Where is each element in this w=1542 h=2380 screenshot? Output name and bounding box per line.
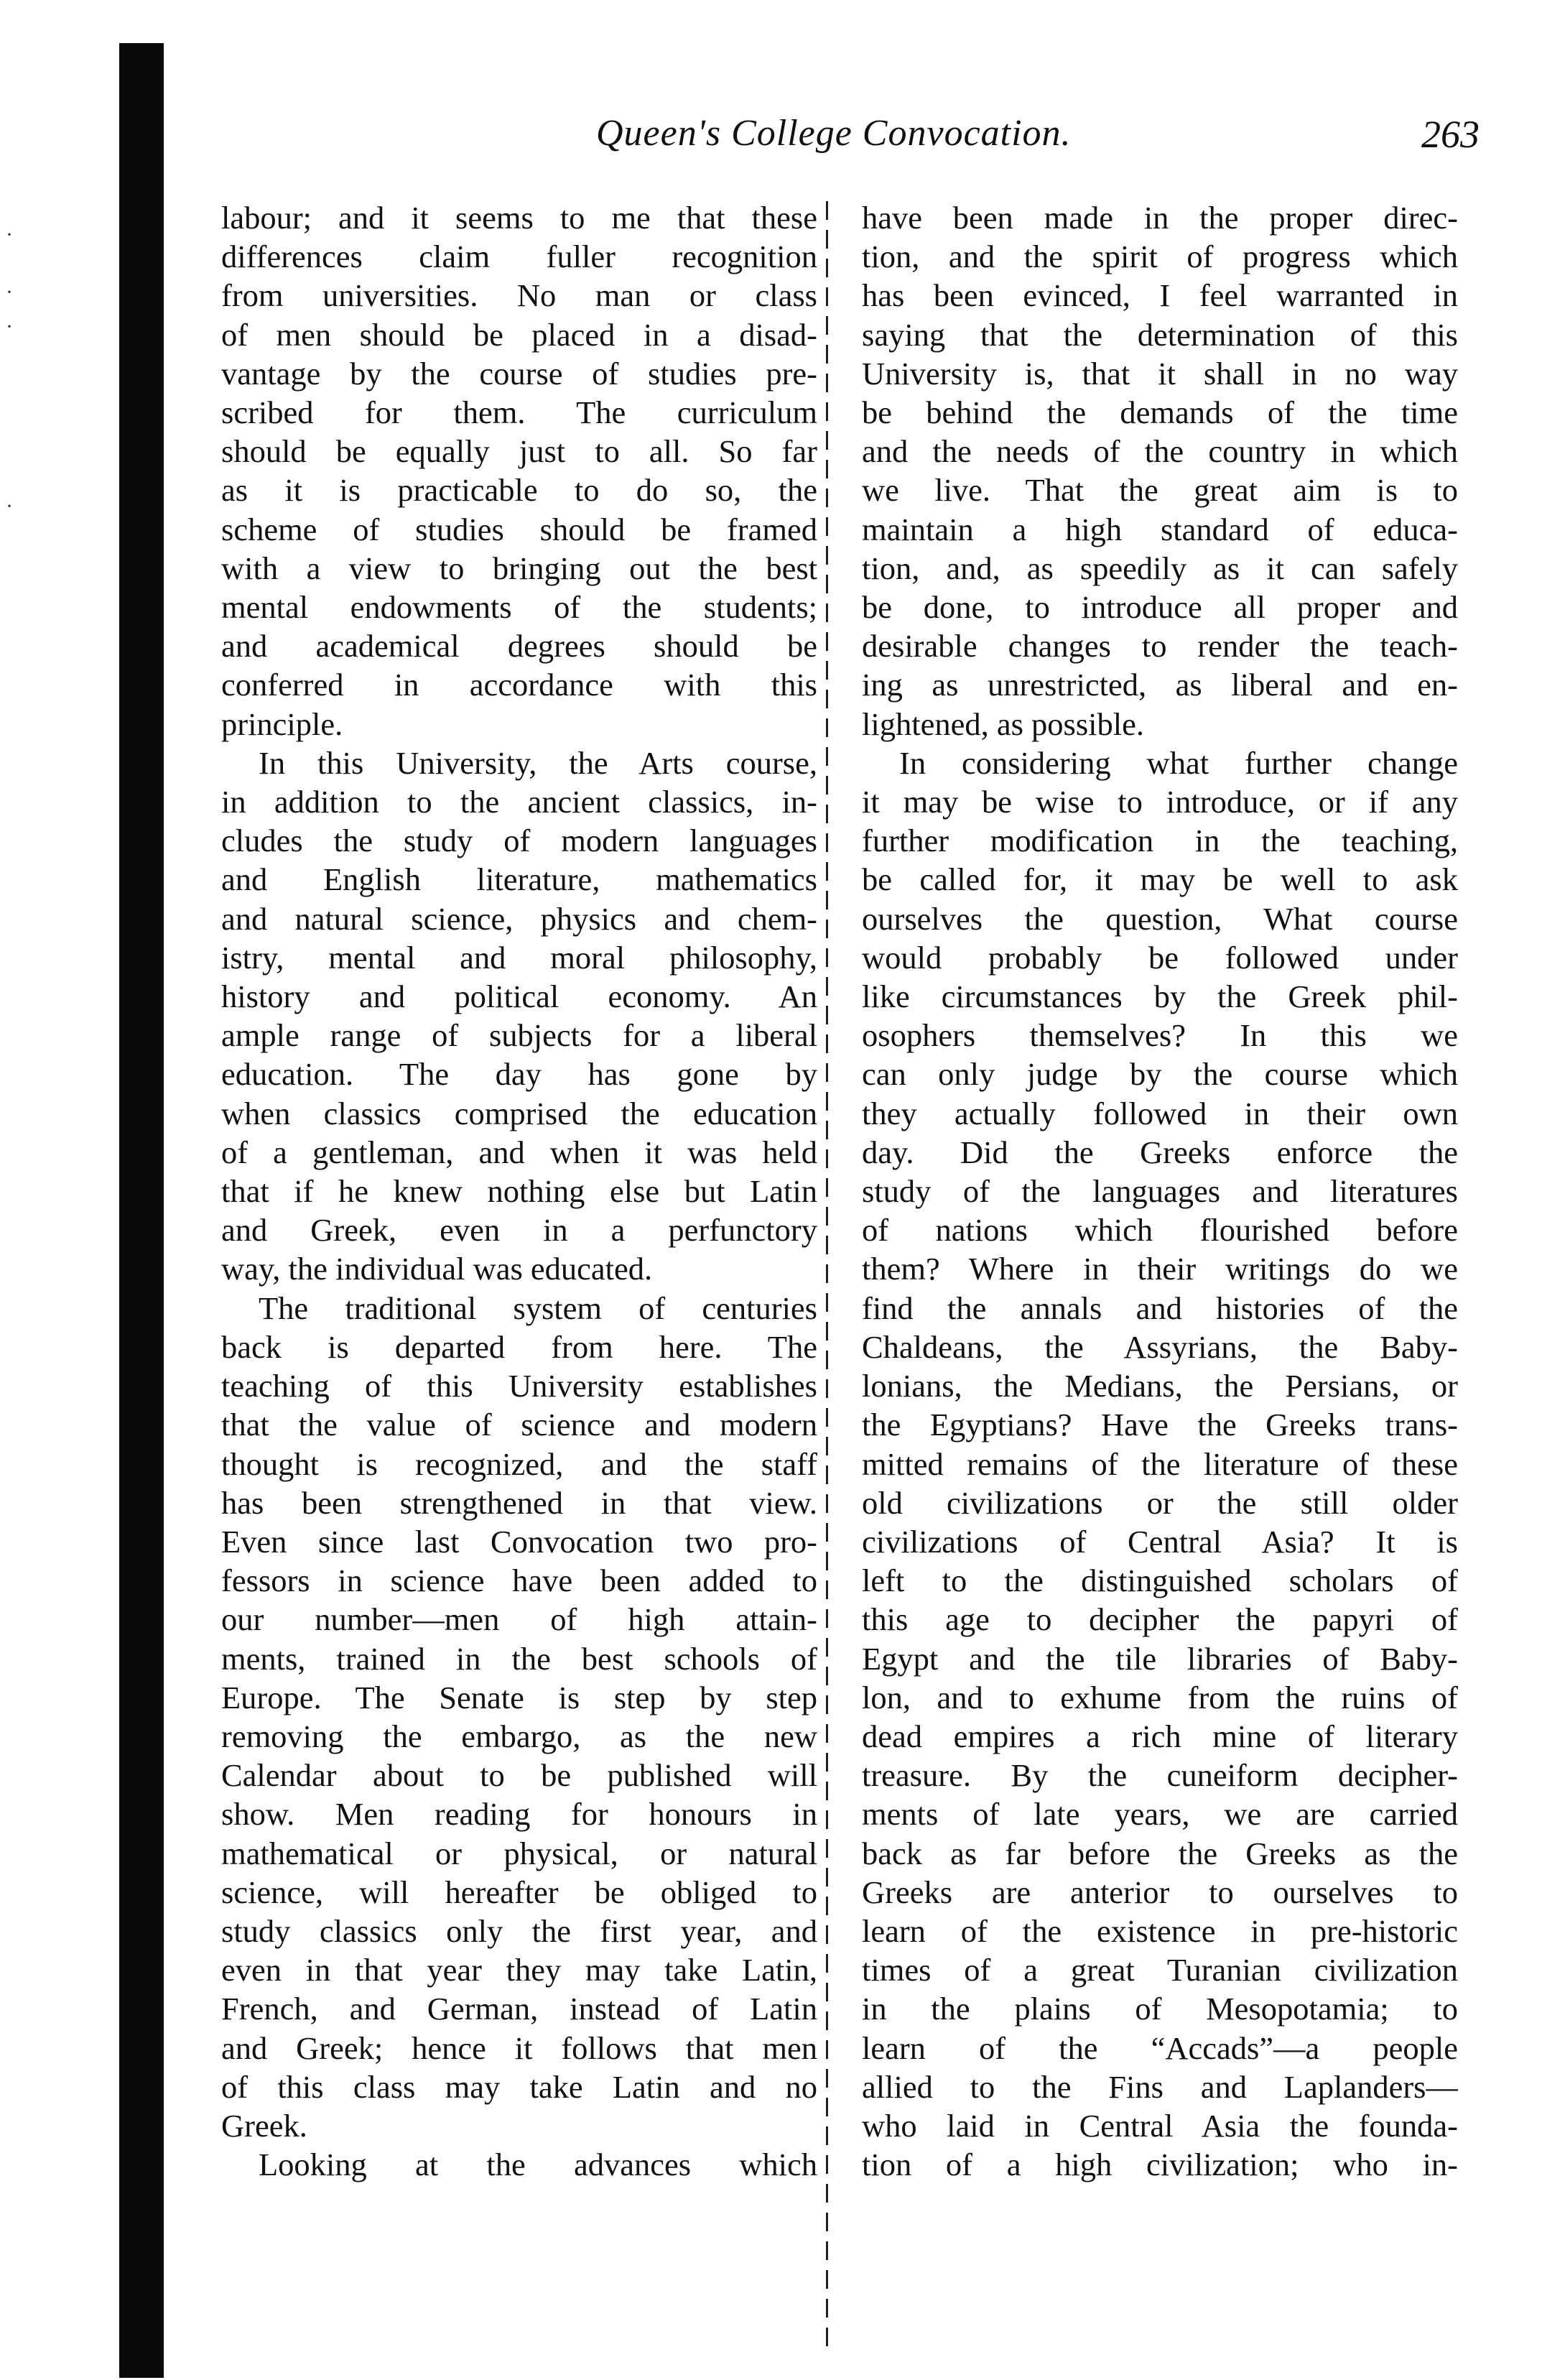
text-line: istry, mental and moral philosophy,: [221, 939, 817, 976]
text-line: Calendar about to be published will: [221, 1757, 817, 1794]
text-line: left to the distinguished scholars of: [862, 1562, 1458, 1599]
text-line: it may be wise to introduce, or if any: [862, 784, 1458, 820]
text-line: In this University, the Arts course,: [259, 744, 817, 781]
margin-speck: ·: [6, 494, 13, 518]
text-line: day. Did the Greeks enforce the: [862, 1134, 1458, 1170]
text-line: way, the individual was educated.: [221, 1251, 653, 1287]
text-line: that if he knew nothing else but Latin: [221, 1173, 817, 1210]
text-line: and academical degrees should be: [221, 628, 817, 665]
margin-speck: ·: [6, 280, 13, 304]
text-line: mental endowments of the students;: [221, 589, 817, 626]
text-line: cludes the study of modern languages: [221, 823, 817, 859]
text-line: mitted remains of the literature of these: [862, 1445, 1458, 1482]
text-line: In considering what further change: [899, 744, 1458, 781]
text-line: and natural science, physics and chem-: [221, 900, 817, 937]
text-line: treasure. By the cuneiform decipher-: [862, 1757, 1458, 1794]
text-line: allied to the Fins and Laplanders—: [862, 2068, 1458, 2105]
text-line: old civilizations or the still older: [862, 1484, 1458, 1521]
text-line: be called for, it may be well to ask: [862, 861, 1458, 898]
text-line: has been evinced, I feel warranted in: [862, 277, 1458, 314]
text-line: learn of the “Accads”—a people: [862, 2029, 1458, 2066]
text-line: and the needs of the country in which: [862, 433, 1458, 470]
text-line: show. Men reading for honours in: [221, 1796, 817, 1833]
text-line: maintain a high standard of educa-: [862, 511, 1458, 547]
text-line: who laid in Central Asia the founda-: [862, 2107, 1458, 2144]
text-line: would probably be followed under: [862, 939, 1458, 976]
left-text-column: [221, 198, 817, 2184]
margin-speck: ·: [6, 315, 13, 338]
text-line: study classics only the first year, and: [221, 1912, 817, 1949]
text-line: as it is practicable to do so, the: [221, 472, 817, 509]
text-line: labour; and it seems to me that these: [221, 200, 817, 236]
text-line: Chaldeans, the Assyrians, the Baby-: [862, 1328, 1458, 1365]
running-head: [215, 112, 1480, 162]
text-line: in addition to the ancient classics, in-: [221, 784, 817, 820]
text-line: The traditional system of centuries: [259, 1289, 817, 1326]
text-line: tion, and the spirit of progress which: [862, 239, 1458, 275]
text-line: from universities. No man or class: [221, 277, 817, 314]
text-line: back is departed from here. The: [221, 1328, 817, 1365]
text-line: lightened, as possible.: [862, 705, 1145, 742]
text-line: be behind the demands of the time: [862, 394, 1458, 431]
text-line: can only judge by the course which: [862, 1056, 1458, 1093]
text-line: our number—men of high attain-: [221, 1601, 817, 1638]
text-line: lonians, the Medians, the Persians, or: [862, 1368, 1458, 1404]
text-line: University is, that it shall in no way: [862, 355, 1458, 392]
text-line: them? Where in their writings do we: [862, 1251, 1458, 1287]
text-line: Greeks are anterior to ourselves to: [862, 1874, 1458, 1910]
right-text-column: [862, 198, 1458, 2184]
text-line: of men should be placed in a disad-: [221, 316, 817, 353]
text-line: be done, to introduce all proper and: [862, 589, 1458, 626]
text-line: teaching of this University establishes: [221, 1368, 817, 1404]
text-line: we live. That the great aim is to: [862, 472, 1458, 509]
text-line: conferred in accordance with this: [221, 667, 817, 703]
text-line: with a view to bringing out the best: [221, 550, 817, 586]
text-line: back as far before the Greeks as the: [862, 1835, 1458, 1871]
text-line: in the plains of Mesopotamia; to: [862, 1991, 1458, 2027]
margin-speck: ·: [6, 223, 13, 246]
text-line: saying that the determination of this: [862, 316, 1458, 353]
text-line: lon, and to exhume from the ruins of: [862, 1679, 1458, 1715]
text-line: ments of late years, we are carried: [862, 1796, 1458, 1833]
text-line: study of the languages and literatures: [862, 1173, 1458, 1210]
text-line: differences claim fuller recognition: [221, 239, 817, 275]
text-line: civilizations of Central Asia? It is: [862, 1523, 1458, 1560]
text-line: tion, and, as speedily as it can safely: [862, 550, 1458, 586]
text-line: fessors in science have been added to: [221, 1562, 817, 1599]
text-line: like circumstances by the Greek phil-: [862, 978, 1458, 1015]
text-line: desirable changes to render the teach-: [862, 628, 1458, 665]
text-line: mathematical or physical, or natural: [221, 1835, 817, 1871]
book-binding-edge: [119, 43, 164, 2378]
text-line: principle.: [221, 705, 343, 742]
text-line: thought is recognized, and the staff: [221, 1445, 817, 1482]
text-line: and Greek; hence it follows that men: [221, 2029, 817, 2066]
text-line: times of a great Turanian civilization: [862, 1952, 1458, 1988]
text-line: education. The day has gone by: [221, 1056, 817, 1093]
running-title: Queen's College Convocation.: [596, 113, 1072, 154]
text-line: find the annals and histories of the: [862, 1289, 1458, 1326]
text-line: removing the embargo, as the new: [221, 1718, 817, 1754]
text-line: ample range of subjects for a liberal: [221, 1017, 817, 1054]
page-number: 263: [1421, 113, 1480, 156]
text-line: should be equally just to all. So far: [221, 433, 817, 470]
text-line: dead empires a rich mine of literary: [862, 1718, 1458, 1754]
text-line: of a gentleman, and when it was held: [221, 1134, 817, 1170]
text-line: ourselves the question, What course: [862, 900, 1458, 937]
text-line: and English literature, mathematics: [221, 861, 817, 898]
text-line: history and political economy. An: [221, 978, 817, 1015]
text-line: ing as unrestricted, as liberal and en-: [862, 667, 1458, 703]
text-line: Europe. The Senate is step by step: [221, 1679, 817, 1715]
text-line: Looking at the advances which: [259, 2147, 817, 2183]
text-line: Egypt and the tile libraries of Baby-: [862, 1640, 1458, 1677]
text-line: scribed for them. The curriculum: [221, 394, 817, 431]
text-line: tion of a high civilization; who in-: [862, 2147, 1458, 2183]
text-line: learn of the existence in pre-historic: [862, 1912, 1458, 1949]
text-line: this age to decipher the papyri of: [862, 1601, 1458, 1638]
text-line: science, will hereafter be obliged to: [221, 1874, 817, 1910]
text-line: have been made in the proper direc-: [862, 200, 1458, 236]
text-line: ments, trained in the best schools of: [221, 1640, 817, 1677]
text-line: they actually followed in their own: [862, 1095, 1458, 1131]
text-line: further modification in the teaching,: [862, 823, 1458, 859]
text-line: French, and German, instead of Latin: [221, 1991, 817, 2027]
text-line: and Greek, even in a perfunctory: [221, 1212, 817, 1249]
text-line: when classics comprised the education: [221, 1095, 817, 1131]
text-line: that the value of science and modern: [221, 1407, 817, 1443]
text-line: Even since last Convocation two pro-: [221, 1523, 817, 1560]
text-line: even in that year they may take Latin,: [221, 1952, 817, 1988]
text-line: scheme of studies should be framed: [221, 511, 817, 547]
text-line: the Egyptians? Have the Greeks trans-: [862, 1407, 1458, 1443]
text-line: has been strengthened in that view.: [221, 1484, 817, 1521]
text-line: Greek.: [221, 2107, 307, 2144]
text-line: vantage by the course of studies pre-: [221, 355, 817, 392]
text-line: osophers themselves? In this we: [862, 1017, 1458, 1054]
text-line: of this class may take Latin and no: [221, 2068, 817, 2105]
column-divider: [826, 201, 828, 2356]
text-line: of nations which flourished before: [862, 1212, 1458, 1249]
